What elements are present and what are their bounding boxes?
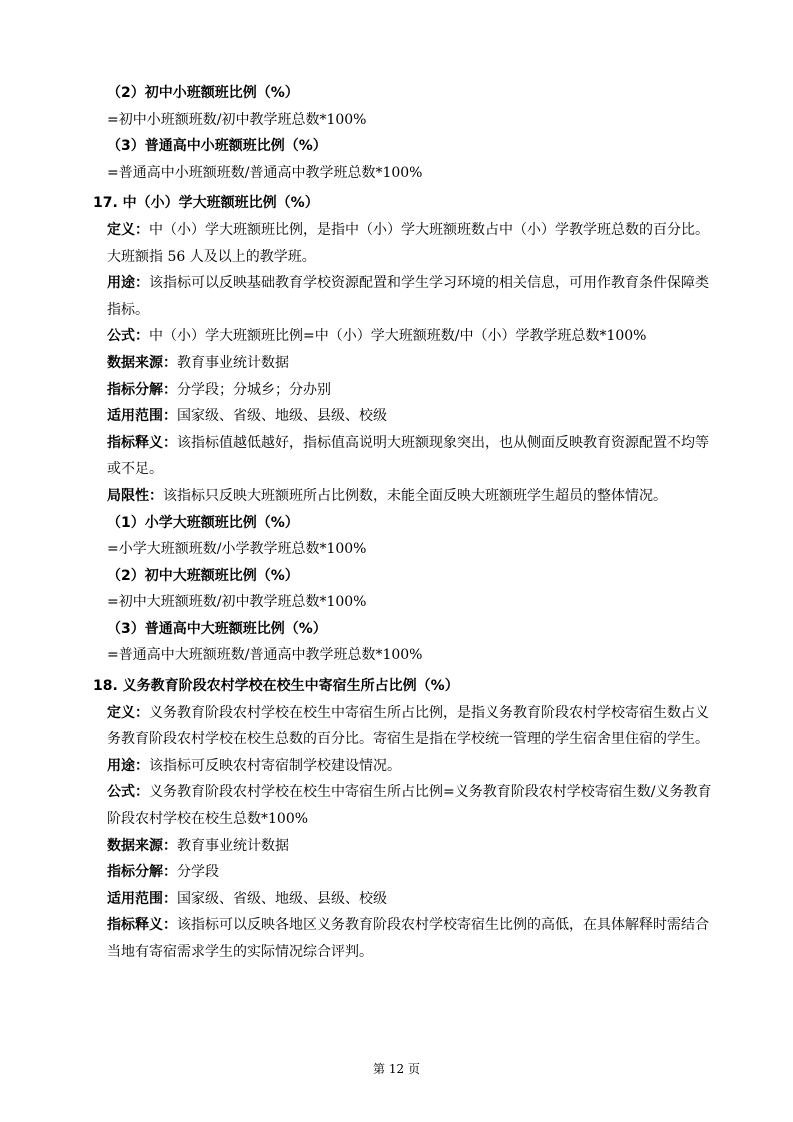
sub-heading: （3）普通高中小班额班比例（%）	[107, 138, 327, 155]
field-text: 该指标可反映农村寄宿制学校建设情况。	[149, 757, 401, 774]
field-text: 教育事业统计数据	[177, 354, 289, 371]
field-text: 教育事业统计数据	[177, 837, 289, 854]
interpretation-field	[107, 912, 719, 965]
field-text: 分学段；分城乡；分办别	[177, 381, 331, 398]
field-label: 定义：	[107, 221, 149, 238]
field-label: 指标释义：	[107, 917, 177, 934]
field-text: 该指标值越低越好，指标值高说明大班额现象突出，也从侧面反映教育资源配置不均等或不足。	[107, 434, 709, 478]
field-label: 指标释义：	[107, 434, 177, 451]
field-label: 数据来源：	[107, 837, 177, 854]
field-text: 义务教育阶段农村学校在校生中寄宿生所占比例，是指义务教育阶段农村学校寄宿生数占义务教育阶段农村学校在校生总数的百分比。寄宿生是指在学校统一管理的学生宿舍里住宿的学生。	[107, 704, 709, 748]
field-text: 该指标可以反映各地区义务教育阶段农村学校寄宿生比例的高低，在具体解释时需结合当地有寄宿需求学生的实际情况综合评判。	[107, 917, 709, 960]
page-content	[93, 80, 719, 966]
field-label: 指标分解：	[107, 381, 177, 398]
section-heading: 17. 中（小）学大班额班比例（%）	[93, 195, 319, 212]
sub-heading: （2）初中小班额班比例（%）	[107, 85, 299, 101]
formula-line: =普通高中小班额班数/普通高中教学班总数*100%	[107, 164, 423, 181]
formula-field	[107, 779, 719, 832]
scope-field	[107, 403, 719, 430]
limitation-field	[107, 483, 719, 510]
field-label: 数据来源：	[107, 354, 177, 371]
field-text: 该指标只反映大班额班所占比例数，未能全面反映大班额班学生超员的整体情况。	[163, 487, 667, 504]
data-source-field	[107, 833, 719, 860]
scope-field	[107, 886, 719, 913]
sub-heading: （2）初中大班额班比例（%）	[107, 567, 299, 584]
field-label: 适用范围：	[107, 408, 177, 425]
formula-line: =小学大班额班数/小学教学班总数*100%	[107, 541, 367, 558]
formula-line: =初中小班额班数/初中教学班总数*100%	[107, 111, 367, 128]
field-text: 中（小）学大班额班比例=中（小）学大班额班数/中（小）学教学班总数*100%	[149, 328, 647, 345]
section-heading: 18. 义务教育阶段农村学校在校生中寄宿生所占比例（%）	[93, 678, 459, 695]
field-text: 国家级、省级、地级、县级、校级	[177, 890, 387, 907]
field-text: 义务教育阶段农村学校在校生中寄宿生所占比例=义务教育阶段农村学校寄宿生数/义务教育阶段农村学校在校生总数*100%	[107, 784, 712, 828]
field-label: 用途：	[107, 757, 149, 774]
field-label: 公式：	[107, 328, 149, 345]
page-number: 第 12 页	[373, 1062, 420, 1076]
field-text: 国家级、省级、地级、县级、校级	[177, 408, 387, 425]
interpretation-field	[107, 430, 719, 483]
definition-field	[107, 217, 719, 270]
field-text: 该指标可以反映基础教育学校资源配置和学生学习环境的相关信息，可用作教育条件保障类指标。	[107, 275, 709, 318]
sub-heading: （3）普通高中大班额班比例（%）	[107, 620, 327, 637]
field-label: 指标分解：	[107, 864, 177, 881]
usage-field	[107, 753, 719, 780]
formula-line: =普通高中大班额班数/普通高中教学班总数*100%	[107, 647, 423, 664]
usage-field	[107, 270, 719, 323]
formula-line: =初中大班额班数/初中教学班总数*100%	[107, 594, 367, 611]
formula-field	[107, 323, 719, 350]
field-label: 局限性：	[107, 487, 163, 504]
field-text: 分学段	[177, 864, 219, 881]
field-label: 定义：	[107, 704, 149, 721]
sub-heading: （1）小学大班额班比例（%）	[107, 514, 299, 531]
breakdown-field	[107, 377, 719, 404]
field-label: 适用范围：	[107, 890, 177, 907]
definition-field	[107, 700, 719, 753]
field-label: 用途：	[107, 275, 149, 292]
data-source-field	[107, 350, 719, 377]
breakdown-field	[107, 859, 719, 886]
field-text: 中（小）学大班额班比例，是指中（小）学大班额班数占中（小）学教学班总数的百分比。大班额指 56 人及以上的教学班。	[107, 221, 709, 265]
field-label: 公式：	[107, 784, 149, 801]
